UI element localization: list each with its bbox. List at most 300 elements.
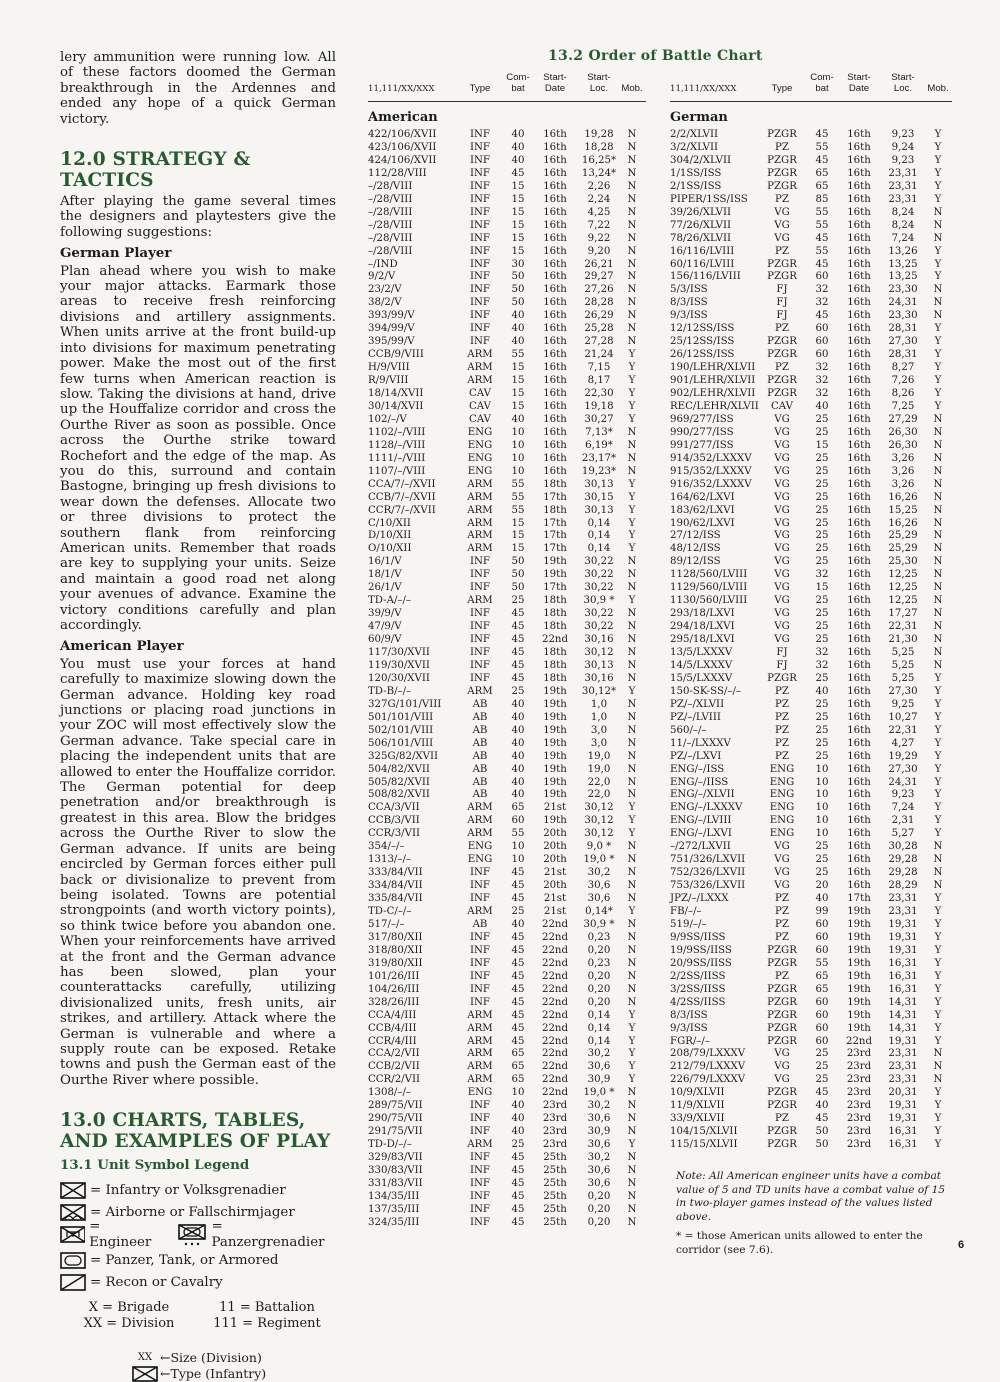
date-cell: 16th	[543, 297, 567, 309]
mobility-cell: Y	[628, 400, 636, 412]
combat-cell: 25	[815, 672, 829, 684]
mobility-cell: Y	[934, 1009, 942, 1021]
combat-cell: 15	[511, 400, 525, 412]
date-cell: 23rd	[846, 1139, 872, 1151]
table-row	[670, 983, 952, 996]
table-row	[368, 219, 646, 232]
location-cell: 16,25*	[581, 154, 617, 166]
table-row	[368, 180, 646, 193]
mobility-cell: Y	[628, 685, 636, 697]
mobility-cell: N	[933, 543, 943, 555]
location-cell: 9,24	[891, 141, 915, 153]
location-cell: 23,31	[888, 193, 918, 205]
type-cell: CAV	[468, 388, 491, 399]
location-cell: 14,31	[888, 1009, 918, 1021]
table-row	[368, 788, 646, 801]
combat-cell: 50	[511, 556, 525, 568]
table-row	[670, 1125, 952, 1138]
location-cell: 7,24	[891, 802, 915, 814]
type-cell: VG	[774, 517, 790, 529]
location-cell: 21,24	[584, 349, 614, 361]
type-cell: VG	[774, 478, 790, 490]
mobility-cell: Y	[628, 543, 636, 555]
mobility-cell: Y	[934, 362, 942, 374]
unit-cell: O/10/XII	[368, 543, 412, 555]
unit-cell: 501/101/VIII	[368, 711, 434, 723]
table-row	[368, 918, 646, 931]
legend-engineer	[60, 1219, 336, 1250]
unit-cell: –/28/VIII	[368, 193, 413, 205]
combat-cell: 55	[511, 478, 525, 490]
combat-cell: 25	[815, 737, 829, 749]
engineer-note: Note: All American engineer units have a combat value of 5 and TD units have a combat value of 15 in two-player games instead of the values listed above.	[676, 1170, 946, 1223]
mobility-cell: Y	[934, 1100, 942, 1112]
date-cell: 16th	[543, 284, 567, 296]
date-cell: 25th	[543, 1203, 567, 1215]
table-row	[670, 154, 952, 167]
combat-cell: 25	[815, 1074, 829, 1086]
section-12-intro: After playing the game several times the designers and playtesters give the following suggestions:	[60, 194, 336, 240]
location-cell: 8,26	[891, 388, 915, 399]
combat-cell: 45	[511, 634, 525, 646]
unit-cell: CCR/3/VII	[368, 828, 421, 840]
type-cell: VG	[774, 491, 790, 503]
combat-cell: 60	[815, 931, 829, 943]
mobility-cell: N	[627, 180, 637, 192]
location-cell: 13,26	[888, 245, 918, 257]
location-cell: 6,19*	[585, 439, 613, 451]
table-row	[368, 245, 646, 258]
location-cell: 3,26	[891, 465, 915, 477]
unit-cell: 2/2SS/IISS	[670, 970, 726, 982]
combat-cell: 40	[511, 336, 525, 348]
type-cell: PZ	[775, 685, 789, 697]
type-cell: ENG	[467, 854, 493, 866]
table-row	[368, 270, 646, 283]
mobility-cell: Y	[934, 763, 942, 775]
table-row	[368, 801, 646, 814]
mobility-cell: Y	[628, 1061, 636, 1073]
unit-cell: –/272/LXVII	[670, 841, 731, 853]
unit-cell: 19/9SS/IISS	[670, 944, 732, 956]
type-cell: INF	[469, 647, 490, 658]
combat-cell: 45	[511, 931, 525, 943]
table-row	[368, 1099, 646, 1112]
unit-cell: CCB/4/III	[368, 1022, 417, 1034]
combat-cell: 40	[511, 413, 525, 425]
table-row	[368, 1164, 646, 1177]
combat-cell: 40	[511, 129, 525, 140]
location-cell: 9,23	[891, 789, 915, 801]
mobility-cell: N	[627, 957, 637, 969]
table-row	[368, 193, 646, 206]
date-cell: 16th	[543, 141, 567, 153]
type-cell: PZGR	[767, 258, 797, 270]
mobility-cell: N	[627, 193, 637, 205]
unit-cell: 16/116/LVIII	[670, 245, 735, 257]
unit-cell: 328/26/III	[368, 996, 420, 1008]
mobility-cell: N	[933, 517, 943, 529]
unit-cell: JPZ/–/LXXX	[670, 893, 729, 905]
table-row	[368, 1203, 646, 1216]
unit-cell: 333/84/VII	[368, 867, 423, 879]
type-cell: PZGR	[767, 1009, 797, 1021]
table-row	[368, 413, 646, 426]
unit-cell: 3/2/XLVII	[670, 141, 719, 153]
combat-cell: 55	[511, 349, 525, 361]
date-cell: 23rd	[542, 1126, 568, 1138]
mobility-cell: Y	[934, 193, 942, 205]
combat-cell: 10	[511, 854, 525, 866]
mobility-cell: Y	[934, 245, 942, 257]
unit-cell: 9/2/V	[368, 271, 396, 283]
location-cell: 16,31	[888, 1126, 918, 1138]
location-cell: 30,2	[587, 1152, 611, 1164]
date-cell: 16th	[543, 388, 567, 399]
unit-cell: 9/9SS/IISS	[670, 931, 726, 943]
unit-cell: CCA/3/VII	[368, 802, 420, 814]
type-cell: ENG	[467, 439, 493, 451]
unit-cell: 25/12SS/ISS	[670, 336, 735, 348]
date-cell: 16th	[543, 349, 567, 361]
type-cell: INF	[469, 206, 490, 218]
date-cell: 19th	[847, 931, 871, 943]
date-cell: 16th	[847, 167, 871, 179]
location-cell: 21,30	[888, 634, 918, 646]
type-cell: INF	[469, 634, 490, 646]
table-row	[368, 659, 646, 672]
date-cell: 16th	[847, 608, 871, 620]
table-row	[368, 944, 646, 957]
mobility-cell: N	[627, 996, 637, 1008]
mobility-cell: N	[933, 413, 943, 425]
type-cell: PZ	[775, 931, 789, 943]
mobility-cell: N	[627, 426, 637, 438]
type-cell: ARM	[467, 802, 493, 814]
table-row	[670, 918, 952, 931]
date-cell: 18th	[543, 647, 567, 658]
mobility-cell: Y	[628, 1048, 636, 1060]
german-player-text: Plan ahead where you wish to make your major attacks. Earmark those areas to receive fresh reinforcing divisions and artillery assignments. When units arrive at the front build-up into divisions for maximum penetrating power. Make the most out of the first few turns when American reaction is slow. Taking the divisions at hand, drive up the Houffalize corridor and cross the Ourthe River as soon as possible. Once across the Ourthe strike toward Rochefort and the edge of the map. As you do this, surround and contain Bastogne, bringing up fresh divisions to wear down the defenses. Allocate two or three divisions to protect the southern flank from reinforcing American units. Remember that roads are key to supplying your units. Seize and maintain a good road net along your avenues of advance. Examine the victory conditions carefully and plan accordingly.	[60, 263, 336, 633]
combat-cell: 45	[511, 1152, 525, 1164]
date-cell: 23rd	[846, 1126, 872, 1138]
unit-cell: H/9/VIII	[368, 362, 410, 374]
location-cell: 9,22	[587, 232, 611, 244]
combat-cell: 60	[815, 944, 829, 956]
date-cell: 23rd	[542, 1139, 568, 1151]
combat-cell: 55	[511, 828, 525, 840]
date-cell: 16th	[543, 426, 567, 438]
date-cell: 20th	[543, 828, 567, 840]
recon-symbol-icon	[60, 1274, 86, 1291]
unit-cell: 8/3/ISS	[670, 1009, 708, 1021]
mobility-cell: N	[627, 931, 637, 943]
date-cell: 16th	[847, 828, 871, 840]
date-cell: 22nd	[541, 1048, 569, 1060]
combat-cell: 65	[511, 1048, 525, 1060]
unit-cell: ENG/–/XLVII	[670, 789, 735, 801]
combat-cell: 40	[511, 763, 525, 775]
date-cell: 16th	[847, 258, 871, 270]
date-cell: 16th	[847, 867, 871, 879]
combat-cell: 15	[511, 219, 525, 231]
table-row	[670, 801, 952, 814]
table-row	[368, 685, 646, 698]
date-cell: 25th	[543, 1216, 567, 1228]
location-cell: 0,20	[587, 1216, 611, 1228]
table-row	[368, 128, 646, 141]
type-cell: PZGR	[767, 388, 797, 399]
date-cell: 17th	[543, 491, 567, 503]
unit-cell: 12/12SS/ISS	[670, 323, 735, 335]
date-cell: 19th	[543, 569, 567, 581]
unit-cell: ENG/–/LXXXV	[670, 802, 743, 814]
type-cell: INF	[469, 672, 490, 684]
date-cell: 16th	[847, 685, 871, 697]
table-row	[670, 1073, 952, 1086]
type-cell: INF	[469, 310, 490, 322]
type-cell: ARM	[467, 906, 493, 917]
location-cell: 30,9	[587, 1126, 611, 1138]
type-cell: VG	[774, 1061, 790, 1073]
combat-cell: 50	[511, 569, 525, 581]
table-row	[670, 128, 952, 141]
date-cell: 16th	[847, 206, 871, 218]
mobility-cell: Y	[628, 595, 636, 607]
column-header-mob: Mob.	[621, 83, 643, 94]
mobility-cell: N	[627, 297, 637, 309]
location-cell: 29,28	[888, 854, 918, 866]
mobility-cell: N	[627, 219, 637, 231]
type-cell: VG	[774, 634, 790, 646]
header-rule	[368, 101, 646, 102]
type-cell: PZ	[775, 323, 789, 335]
combat-cell: 10	[511, 841, 525, 853]
date-cell: 25th	[543, 1152, 567, 1164]
location-cell: 16,31	[888, 983, 918, 995]
table-row	[368, 1060, 646, 1073]
left-column	[60, 50, 336, 1382]
unit-cell: 502/101/VIII	[368, 724, 434, 736]
unit-cell: 15/5/LXXXV	[670, 672, 733, 684]
mobility-cell: Y	[628, 491, 636, 503]
mobility-cell: Y	[934, 323, 942, 335]
date-cell: 16th	[543, 439, 567, 451]
chart-notes	[676, 1170, 956, 1263]
combat-cell: 60	[815, 918, 829, 930]
armor-symbol-icon	[60, 1252, 86, 1269]
date-cell: 21st	[543, 893, 567, 905]
mobility-cell: Y	[934, 400, 942, 412]
location-cell: 26,30	[888, 426, 918, 438]
table-row	[670, 258, 952, 271]
date-cell: 16th	[543, 323, 567, 335]
date-cell: 17th	[847, 893, 871, 905]
table-row	[670, 361, 952, 374]
type-cell: INF	[469, 608, 490, 620]
location-cell: 19,0	[587, 750, 611, 762]
combat-cell: 55	[815, 141, 829, 153]
date-cell: 20th	[543, 841, 567, 853]
combat-cell: 25	[815, 621, 829, 633]
unit-cell: 354/–/–	[368, 841, 405, 853]
date-cell: 16th	[847, 698, 871, 710]
location-cell: 9,23	[891, 129, 915, 140]
mobility-cell: N	[627, 776, 637, 788]
table-row	[670, 672, 952, 685]
table-row	[670, 1099, 952, 1112]
location-cell: 19,29	[888, 750, 918, 762]
date-cell: 19th	[847, 918, 871, 930]
type-cell: ARM	[467, 362, 493, 374]
mobility-cell: N	[627, 439, 637, 451]
table-row	[368, 1086, 646, 1099]
mobility-cell: N	[627, 310, 637, 322]
location-cell: 30,13	[584, 504, 614, 516]
combat-cell: 45	[511, 672, 525, 684]
location-cell: 19,18	[584, 400, 614, 412]
unit-cell: ENG/–/LXVI	[670, 828, 732, 840]
unit-cell: 30/14/XVII	[368, 400, 424, 412]
type-cell: CAV	[468, 413, 491, 425]
table-row	[368, 1151, 646, 1164]
mobility-cell: N	[933, 219, 943, 231]
unit-cell: 752/326/LXVII	[670, 867, 746, 879]
table-row	[368, 206, 646, 219]
nationality-label: American	[368, 110, 438, 125]
combat-cell: 25	[815, 595, 829, 607]
location-cell: 15,25	[888, 504, 918, 516]
type-cell: PZGR	[767, 375, 797, 387]
date-cell: 18th	[543, 504, 567, 516]
table-row	[368, 1073, 646, 1086]
legend-armor	[60, 1250, 336, 1272]
combat-cell: 32	[815, 659, 829, 671]
date-cell: 16th	[543, 362, 567, 374]
table-row	[670, 1035, 952, 1048]
location-cell: 23,31	[888, 893, 918, 905]
date-cell: 16th	[543, 154, 567, 166]
unit-cell: 104/15/XLVII	[670, 1126, 738, 1138]
table-row	[670, 1086, 952, 1099]
mobility-cell: Y	[934, 375, 942, 387]
unit-cell: CCR/7/–/XVII	[368, 504, 436, 516]
table-row	[368, 426, 646, 439]
type-cell: INF	[469, 180, 490, 192]
date-cell: 23rd	[846, 1100, 872, 1112]
date-cell: 16th	[847, 776, 871, 788]
mobility-cell: Y	[934, 737, 942, 749]
mobility-cell: N	[627, 465, 637, 477]
date-cell: 16th	[847, 802, 871, 814]
unit-cell: 1/1SS/ISS	[670, 167, 722, 179]
table-row	[368, 892, 646, 905]
unit-cell: 89/12/ISS	[670, 556, 721, 568]
combat-cell: 10	[511, 465, 525, 477]
location-cell: 4,27	[891, 737, 915, 749]
date-cell: 16th	[847, 647, 871, 658]
mobility-cell: N	[627, 867, 637, 879]
location-cell: 5,25	[891, 647, 915, 658]
date-cell: 23rd	[846, 1061, 872, 1073]
combat-cell: 15	[511, 180, 525, 192]
section-13-title: 13.0 CHARTS, TABLES, AND EXAMPLES OF PLAY	[60, 1110, 331, 1153]
type-cell: INF	[469, 659, 490, 671]
date-cell: 17th	[543, 517, 567, 529]
type-cell: PZGR	[767, 1035, 797, 1047]
date-cell: 16th	[847, 543, 871, 555]
date-cell: 22nd	[541, 957, 569, 969]
location-cell: 30,6	[587, 1177, 611, 1189]
date-cell: 22nd	[845, 1035, 873, 1047]
unit-cell: 1128/560/LVIII	[670, 569, 748, 581]
table-row	[670, 232, 952, 245]
mobility-cell: N	[627, 1216, 637, 1228]
combat-cell: 45	[511, 1009, 525, 1021]
unit-cell: C/10/XII	[368, 517, 411, 529]
combat-cell: 25	[815, 491, 829, 503]
date-cell: 19th	[543, 763, 567, 775]
date-cell: 16th	[847, 841, 871, 853]
location-cell: 16,31	[888, 957, 918, 969]
type-cell: ARM	[467, 815, 493, 827]
legend-recon	[60, 1272, 336, 1294]
mobility-cell: N	[627, 323, 637, 335]
table-row	[368, 1009, 646, 1022]
mobility-cell: Y	[934, 1035, 942, 1047]
mobility-cell: N	[933, 595, 943, 607]
location-cell: 30,22	[584, 556, 614, 568]
combat-cell: 45	[511, 647, 525, 658]
column-header-combat: Com- bat	[810, 72, 834, 94]
type-cell: FJ	[776, 297, 788, 309]
type-cell: AB	[472, 698, 488, 710]
combat-cell: 40	[511, 323, 525, 335]
combat-cell: 25	[511, 595, 525, 607]
legend-label: = Panzer, Tank, or Armored	[90, 1252, 279, 1268]
mobility-cell: N	[627, 1203, 637, 1215]
unit-cell: 164/62/LXVI	[670, 491, 735, 503]
unit-cell: 914/352/LXXXV	[670, 452, 752, 464]
mobility-cell: Y	[934, 129, 942, 140]
date-cell: 17th	[543, 543, 567, 555]
location-cell: 30,12*	[581, 685, 617, 697]
unit-cell: 3/2SS/IISS	[670, 983, 726, 995]
combat-cell: 45	[511, 957, 525, 969]
combat-cell: 45	[511, 893, 525, 905]
date-cell: 16th	[847, 556, 871, 568]
mobility-cell: N	[933, 647, 943, 658]
unit-cell: CCA/4/III	[368, 1009, 417, 1021]
type-cell: INF	[469, 880, 490, 892]
date-cell: 16th	[847, 310, 871, 322]
date-cell: 16th	[847, 763, 871, 775]
location-cell: 0,14	[587, 1035, 611, 1047]
location-cell: 30,6	[587, 1113, 611, 1125]
combat-cell: 85	[815, 193, 829, 205]
unit-cell: 23/2/V	[368, 284, 402, 296]
mobility-cell: N	[933, 841, 943, 853]
unit-cell: 330/83/VII	[368, 1165, 423, 1176]
date-cell: 19th	[847, 906, 871, 917]
date-cell: 16th	[847, 724, 871, 736]
table-row	[670, 206, 952, 219]
type-cell: INF	[469, 323, 490, 335]
date-cell: 16th	[847, 711, 871, 723]
type-cell: ENG	[769, 815, 795, 827]
unit-cell: TD-B/–/–	[368, 685, 412, 697]
date-cell: 19th	[543, 776, 567, 788]
